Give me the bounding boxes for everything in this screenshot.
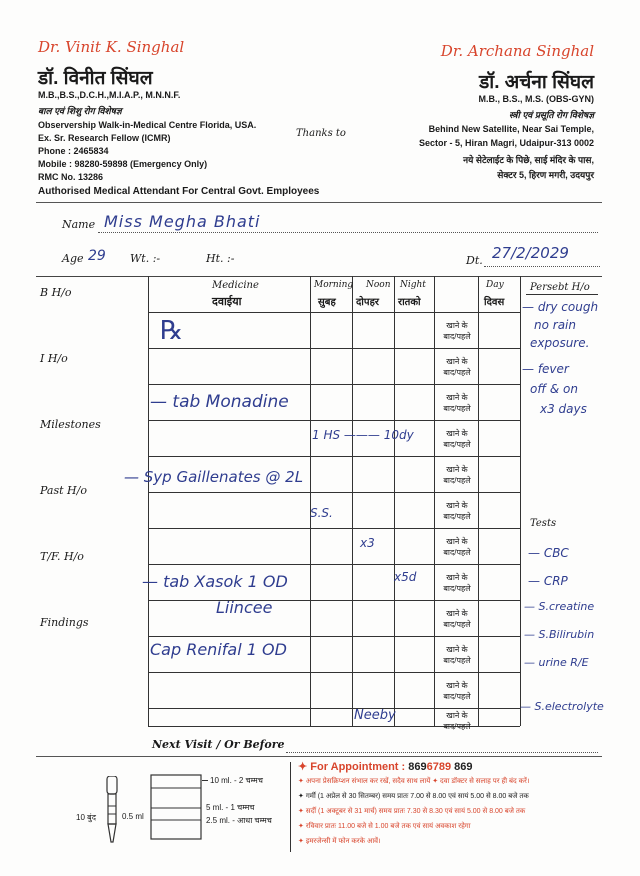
row-line-10 [148, 672, 520, 673]
row-line-11 [148, 708, 520, 709]
medicine-2-dose: S.S. [310, 506, 333, 520]
complaint-3: exposure. [530, 336, 590, 350]
dropper-icon [104, 776, 120, 846]
ten-ml-tick [202, 780, 208, 781]
right-doctor-name-en: Dr. Archana Singhal [440, 42, 594, 60]
left-doctor-line2: Ex. Sr. Research Fellow (ICMR) [38, 133, 171, 143]
col-night-en: Night [400, 280, 426, 290]
footer-separator [290, 762, 291, 852]
label-immunization-history: I H/o [40, 352, 68, 365]
row-line-6 [148, 528, 520, 529]
meal-note-4: खाने के बाद/पहले [443, 429, 471, 449]
right-doctor-address1: Behind New Satellite, Near Sai Temple, [428, 124, 594, 134]
medicine-5: Cap Renifal 1 OD [150, 640, 287, 659]
meal-note-8: खाने के बाद/पहले [443, 573, 471, 593]
drops-label: 10 बुंद [76, 813, 96, 822]
complaint-5: off & on [530, 382, 578, 396]
meal-note-1: खाने के बाद/पहले [443, 321, 471, 341]
label-tf-history: T/F. H/o [40, 550, 84, 563]
ht-label: Ht. :- [206, 252, 235, 265]
test-1: — CBC [528, 546, 569, 560]
presenting-underline [526, 294, 598, 295]
signature: Neeby [354, 708, 396, 723]
row-line-8 [148, 600, 520, 601]
wt-label: Wt. :- [130, 252, 161, 265]
medicine-2-duration: x3 [360, 536, 375, 550]
test-2: — CRP [528, 574, 568, 588]
left-doctor-name-hi: डॉ. विनीत सिंघल [38, 68, 153, 89]
right-doctor-address3: नये सेटेलाईट के पिछे, साई मंदिर के पास, [463, 155, 594, 165]
test-3: — S.creatine [524, 600, 595, 613]
dt-label: Dt. [466, 254, 483, 267]
next-visit-label: Next Visit / Or Before [152, 738, 285, 751]
col-morning-en: Morning [314, 280, 354, 290]
meal-note-3: खाने के बाद/पहले [443, 393, 471, 413]
col-medicine-en: Medicine [212, 280, 259, 291]
left-doctor-specialty: बाल एवं शिशु रोग विशेषज्ञ [38, 106, 122, 116]
complaint-2: no rain [534, 318, 576, 332]
next-visit-line [286, 752, 598, 753]
col-noon-hi: दोपहर [356, 297, 379, 308]
medicine-3-duration: x5d [394, 570, 417, 584]
note-3: ✦ सर्दी (1 अक्टूबर से 31 मार्च) समय प्रातः 7.30 से 8.30 एवं सायं 5.00 से 8.00 बजे तक [298, 808, 526, 815]
right-doctor-name-hi: डॉ. अर्चना सिंघल [479, 72, 594, 93]
test-5: — urine R/E [524, 656, 589, 669]
left-doctor-name-en: Dr. Vinit K. Singhal [38, 38, 185, 56]
left-doctor-line1: Observership Walk-in-Medical Centre Florida, USA. [38, 120, 257, 130]
col-day-en: Day [486, 280, 504, 290]
rx-symbol: ℞ [160, 316, 184, 346]
col-presenting-en: Persebt H/o [530, 282, 590, 293]
medicine-4: Liincee [216, 598, 273, 617]
name-label: Name [62, 218, 96, 231]
meal-note-9: खाने के बाद/पहले [443, 609, 471, 629]
col-line-day-right [520, 276, 521, 726]
right-doctor-specialty: स्त्री एवं प्रसूति रोग विशेषज्ञ [509, 110, 594, 120]
name-line [98, 232, 598, 233]
thanks-to: Thanks to [296, 128, 346, 139]
note-1: ✦ अपना प्रेसक्रिप्शन संभाल कर रखें, सदैव साथ लायें ✦ दवा डॉक्टर से सलाह पर ही बंद करें। [298, 778, 530, 785]
appointment-line: ✦ For Appointment : 8696789 869 [298, 761, 473, 773]
star-icon: ✦ [298, 761, 311, 773]
test-6: — S.electrolyte [520, 700, 604, 713]
meal-note-2: खाने के बाद/पहले [443, 357, 471, 377]
row-line-4 [148, 456, 520, 457]
col-morning-hi: सुबह [318, 297, 336, 308]
age-label: Age [62, 252, 84, 265]
complaint-6: x3 days [540, 402, 587, 416]
meal-note-11: खाने के बाद/पहले [443, 681, 471, 701]
col-noon-en: Noon [366, 280, 391, 290]
row-line-9 [148, 636, 520, 637]
five-ml-label: 5 ml. - 1 चम्मच [206, 803, 255, 812]
measuring-cup-icon [150, 774, 202, 840]
medicine-3: — tab Xasok 1 OD [142, 572, 288, 591]
test-4: — S.Bilirubin [524, 628, 595, 641]
label-milestones: Milestones [40, 418, 101, 431]
age-value: 29 [88, 248, 106, 264]
meal-note-7: खाने के बाद/पहले [443, 537, 471, 557]
row-line-5 [148, 492, 520, 493]
note-5: ✦ इमरजेन्सी में फोन करके आवें। [298, 838, 381, 845]
left-doctor-phone: Phone : 2465834 [38, 146, 109, 156]
meal-note-5: खाने के बाद/पहले [443, 465, 471, 485]
authorised-line: Authorised Medical Attendant For Central Govt. Employees [38, 186, 320, 197]
col-day-hi: दिवस [484, 297, 505, 308]
row-line-2 [148, 384, 520, 385]
col-line-noon-left [352, 276, 353, 726]
row-line-7 [148, 564, 520, 565]
ten-ml-label: 10 ml. - 2 चम्मच [210, 776, 263, 785]
dt-line [484, 266, 600, 267]
right-doctor-address2: Sector - 5, Hiran Magri, Udaipur-313 0002 [418, 138, 594, 148]
row-line-0 [148, 312, 520, 313]
half-ml-label: 0.5 ml [122, 812, 144, 821]
right-doctor-address4: सेक्टर 5, हिरण मगरी, उदयपुर [497, 170, 594, 180]
medicine-1: — tab Monadine [150, 392, 289, 412]
label-findings: Findings [40, 616, 89, 629]
note-2: ✦ गर्मी (1 अप्रेल से 30 सितम्बर) समय प्रातः 7.00 से 8.00 एवं सायं 5.00 से 8.00 बजे तक [298, 793, 529, 800]
two-ml-label: 2.5 ml. - आधा चम्मच [206, 816, 272, 825]
col-line-medicine-left [148, 276, 149, 726]
medicine-1-dose: 1 HS ——— 10dy [312, 428, 414, 442]
complaint-1: — dry cough [522, 300, 599, 314]
meal-note-6: खाने के बाद/पहले [443, 501, 471, 521]
meal-note-10: खाने के बाद/पहले [443, 645, 471, 665]
col-line-night-left [394, 276, 395, 726]
meal-note-12: खाने के बाद/पहले [443, 711, 471, 731]
label-birth-history: B H/o [40, 286, 72, 299]
left-doctor-rmc: RMC No. 13286 [38, 172, 104, 182]
table-top-border [36, 276, 602, 277]
label-past-history: Past H/o [40, 484, 87, 497]
complaint-4: — fever [522, 362, 569, 376]
medicine-2: — Syp Gaillenates @ 2L [124, 468, 304, 486]
left-doctor-degrees: M.B.,B.S.,D.C.H.,M.I.A.P., M.N.N.F. [38, 90, 181, 100]
left-doctor-mobile: Mobile : 98280-59898 (Emergency Only) [38, 159, 208, 169]
header-divider [36, 202, 602, 203]
right-doctor-degrees: M.B., B.S., M.S. (OBS-GYN) [478, 94, 594, 104]
note-4: ✦ रविवार प्रातः 11.00 बजे से 1.00 बजे तक एवं सायं अवकाश रहेगा [298, 823, 471, 830]
footer-divider [36, 756, 602, 757]
label-tests: Tests [530, 518, 557, 529]
col-medicine-hi: दवाईया [212, 296, 242, 308]
col-night-hi: रातको [398, 297, 421, 308]
col-line-morning-left [310, 276, 311, 726]
row-line-3 [148, 420, 520, 421]
dt-value: 27/2/2029 [492, 244, 569, 262]
row-line-1 [148, 348, 520, 349]
name-value: Miss Megha Bhati [104, 212, 261, 231]
